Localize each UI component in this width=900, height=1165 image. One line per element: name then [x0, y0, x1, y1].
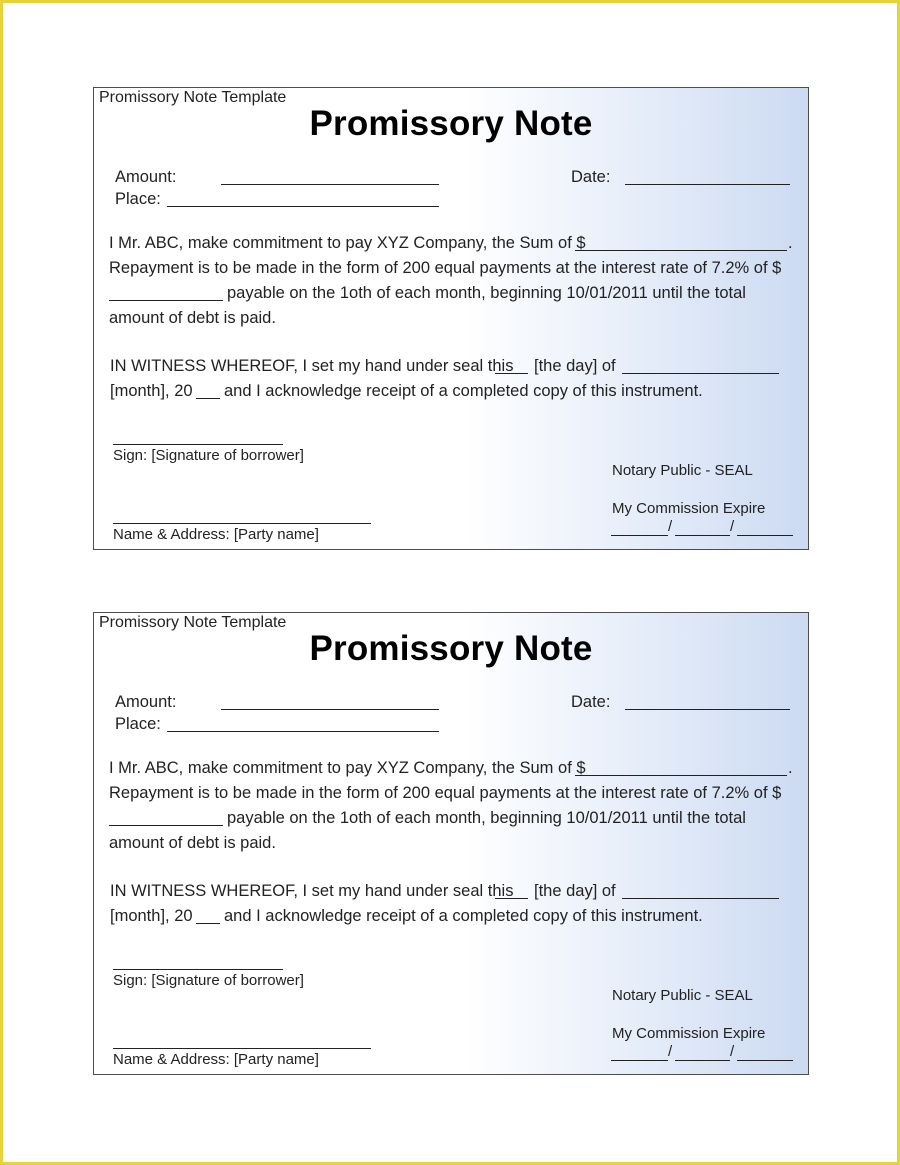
place-field[interactable]	[167, 731, 439, 732]
signature-line[interactable]	[113, 969, 283, 970]
month-year-text: [month], 20	[110, 907, 193, 925]
month-field[interactable]	[622, 898, 779, 899]
sign-label: Sign: [Signature of borrower]	[113, 447, 304, 464]
date-separator: /	[668, 518, 673, 535]
sum-period: .	[788, 234, 793, 252]
place-label: Place:	[115, 190, 161, 208]
repayment-text: Repayment is to be made in the form of 200 equal payments at the interest rate of 7.2% of $	[109, 784, 782, 802]
acknowledge-text: and I acknowledge receipt of a completed copy of this instrument.	[224, 382, 703, 400]
month-field[interactable]	[622, 373, 779, 374]
commission-day-field[interactable]	[675, 535, 730, 536]
place-label: Place:	[115, 715, 161, 733]
witness-text: IN WITNESS WHEREOF, I set my hand under seal this	[110, 882, 514, 900]
commission-month-field[interactable]	[611, 535, 668, 536]
name-address-line[interactable]	[113, 523, 371, 524]
month-year-text: [month], 20	[110, 382, 193, 400]
commission-expire-label: My Commission Expire	[612, 500, 766, 517]
payable-text: payable on the 1oth of each month, beginning 10/01/2011 until the total	[227, 809, 746, 827]
acknowledge-text: and I acknowledge receipt of a completed copy of this instrument.	[224, 907, 703, 925]
template-label: Promissory Note Template	[99, 614, 287, 631]
notary-seal-label: Notary Public - SEAL	[612, 987, 753, 1004]
debt-paid-text: amount of debt is paid.	[109, 309, 276, 327]
date-separator: /	[730, 518, 735, 535]
date-label: Date:	[571, 693, 611, 711]
date-separator: /	[730, 1043, 735, 1060]
note-title: Promissory Note	[309, 629, 593, 668]
name-address-label: Name & Address: [Party name]	[113, 526, 319, 543]
payable-text: payable on the 1oth of each month, beginning 10/01/2011 until the total	[227, 284, 746, 302]
name-address-line[interactable]	[113, 1048, 371, 1049]
year-field[interactable]	[196, 398, 220, 399]
place-field[interactable]	[167, 206, 439, 207]
note-title: Promissory Note	[309, 104, 593, 143]
seal-day-field[interactable]	[495, 898, 528, 899]
year-field[interactable]	[196, 923, 220, 924]
amount-label: Amount:	[115, 168, 177, 186]
promissory-note-card	[93, 87, 809, 550]
day-of-text: [the day] of	[534, 882, 616, 900]
name-address-label: Name & Address: [Party name]	[113, 1051, 319, 1068]
commission-year-field[interactable]	[737, 1060, 793, 1061]
day-of-text: [the day] of	[534, 357, 616, 375]
date-label: Date:	[571, 168, 611, 186]
commitment-text: I Mr. ABC, make commitment to pay XYZ Company, the Sum of $	[109, 759, 586, 777]
debt-paid-text: amount of debt is paid.	[109, 834, 276, 852]
sum-period: .	[788, 759, 793, 777]
commission-expire-label: My Commission Expire	[612, 1025, 766, 1042]
signature-line[interactable]	[113, 444, 283, 445]
commitment-text: I Mr. ABC, make commitment to pay XYZ Company, the Sum of $	[109, 234, 586, 252]
amount-label: Amount:	[115, 693, 177, 711]
amount-field[interactable]	[221, 184, 439, 185]
payment-amount-field[interactable]	[109, 825, 223, 826]
seal-day-field[interactable]	[495, 373, 528, 374]
sum-field[interactable]	[575, 250, 787, 251]
notary-seal-label: Notary Public - SEAL	[612, 462, 753, 479]
sum-field[interactable]	[575, 775, 787, 776]
date-field[interactable]	[625, 709, 790, 710]
date-field[interactable]	[625, 184, 790, 185]
template-label: Promissory Note Template	[99, 89, 287, 106]
commission-month-field[interactable]	[611, 1060, 668, 1061]
date-separator: /	[668, 1043, 673, 1060]
promissory-note-card	[93, 612, 809, 1075]
commission-day-field[interactable]	[675, 1060, 730, 1061]
commission-year-field[interactable]	[737, 535, 793, 536]
amount-field[interactable]	[221, 709, 439, 710]
sign-label: Sign: [Signature of borrower]	[113, 972, 304, 989]
payment-amount-field[interactable]	[109, 300, 223, 301]
repayment-text: Repayment is to be made in the form of 200 equal payments at the interest rate of 7.2% of $	[109, 259, 782, 277]
witness-text: IN WITNESS WHEREOF, I set my hand under seal this	[110, 357, 514, 375]
